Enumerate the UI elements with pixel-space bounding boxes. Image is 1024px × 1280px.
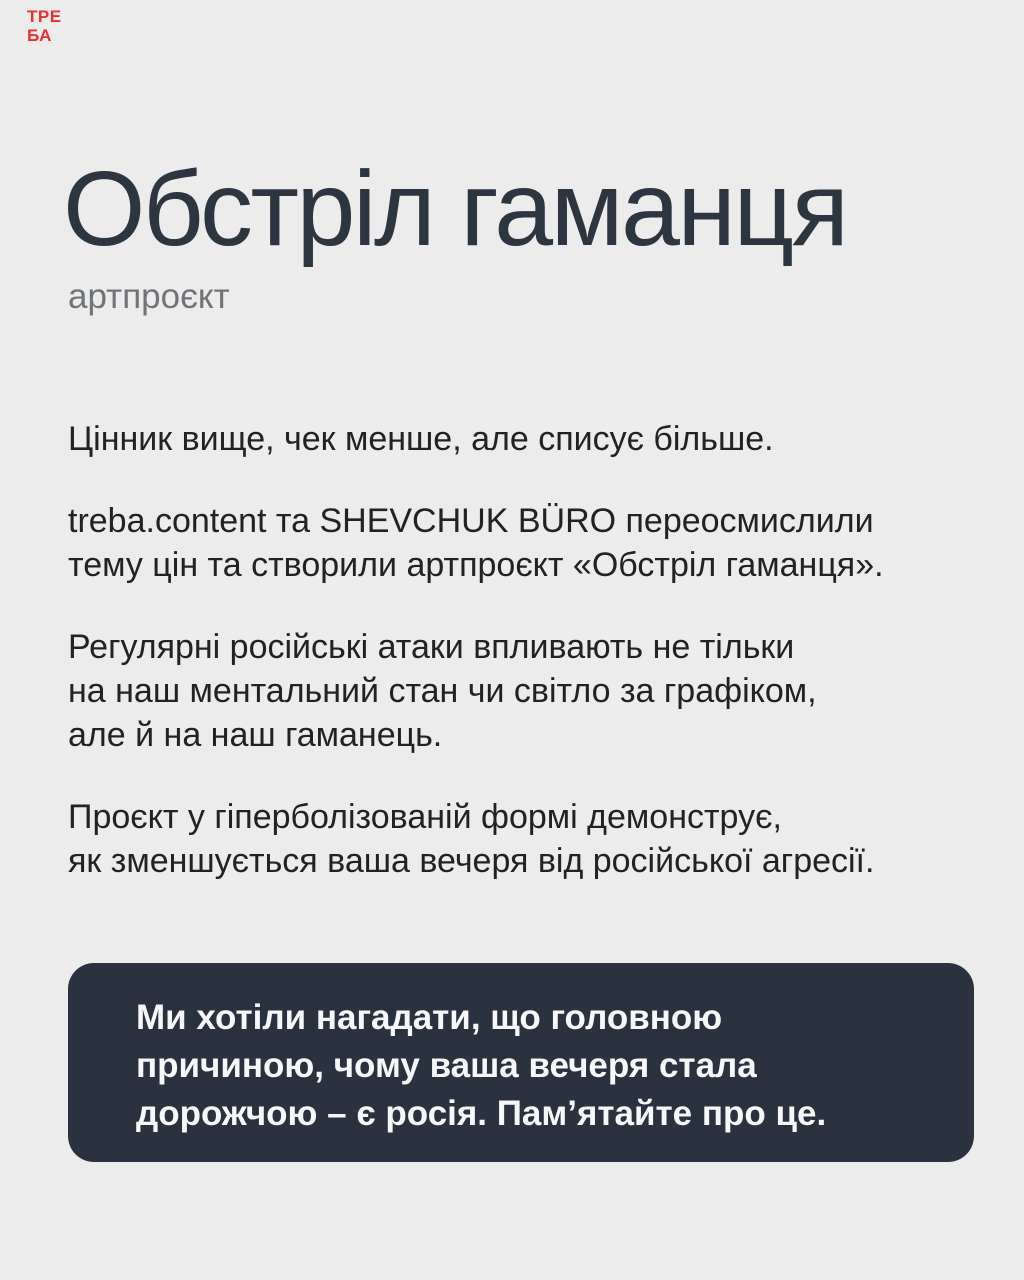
paragraph-attacks-impact (68, 625, 984, 757)
text-line: Проєкт у гіперболізованій формі демонструє, (68, 798, 782, 836)
poster-title: Обстріл гаманця (63, 150, 847, 268)
text-line: на наш ментальний стан чи світло за графіком, (68, 672, 817, 710)
paragraph-tagline (68, 417, 984, 461)
card-text-line: причиною, чому ваша вечеря стала (136, 1046, 757, 1085)
text-line: як зменшується ваша вечеря від російської агресії. (68, 842, 875, 880)
text-line: Регулярні російські атаки впливають не тільки (68, 628, 795, 666)
text-line: treba.content та SHEVCHUK BÜRO переосмислили (68, 502, 874, 540)
text-line: тему цін та створили артпроєкт «Обстріл гаманця». (68, 546, 884, 584)
poster-subtitle: артпроєкт (68, 277, 230, 316)
brand-logo-line-2: БА (27, 26, 52, 45)
text-line: але й на наш гаманець. (68, 716, 443, 754)
brand-logo-line-1: ТРЕ (27, 7, 62, 26)
paragraph-project-intro (68, 499, 984, 587)
paragraph-project-purpose (68, 795, 984, 883)
brand-logo (27, 7, 62, 45)
highlight-card (68, 963, 974, 1162)
text-line: Цінник вище, чек менше, але списує більше. (68, 420, 774, 458)
poster-body (68, 417, 984, 921)
card-text-line: дорожчою – є росія. Пам’ятайте про це. (136, 1094, 827, 1133)
card-text-line: Ми хотіли нагадати, що головною (136, 998, 723, 1037)
